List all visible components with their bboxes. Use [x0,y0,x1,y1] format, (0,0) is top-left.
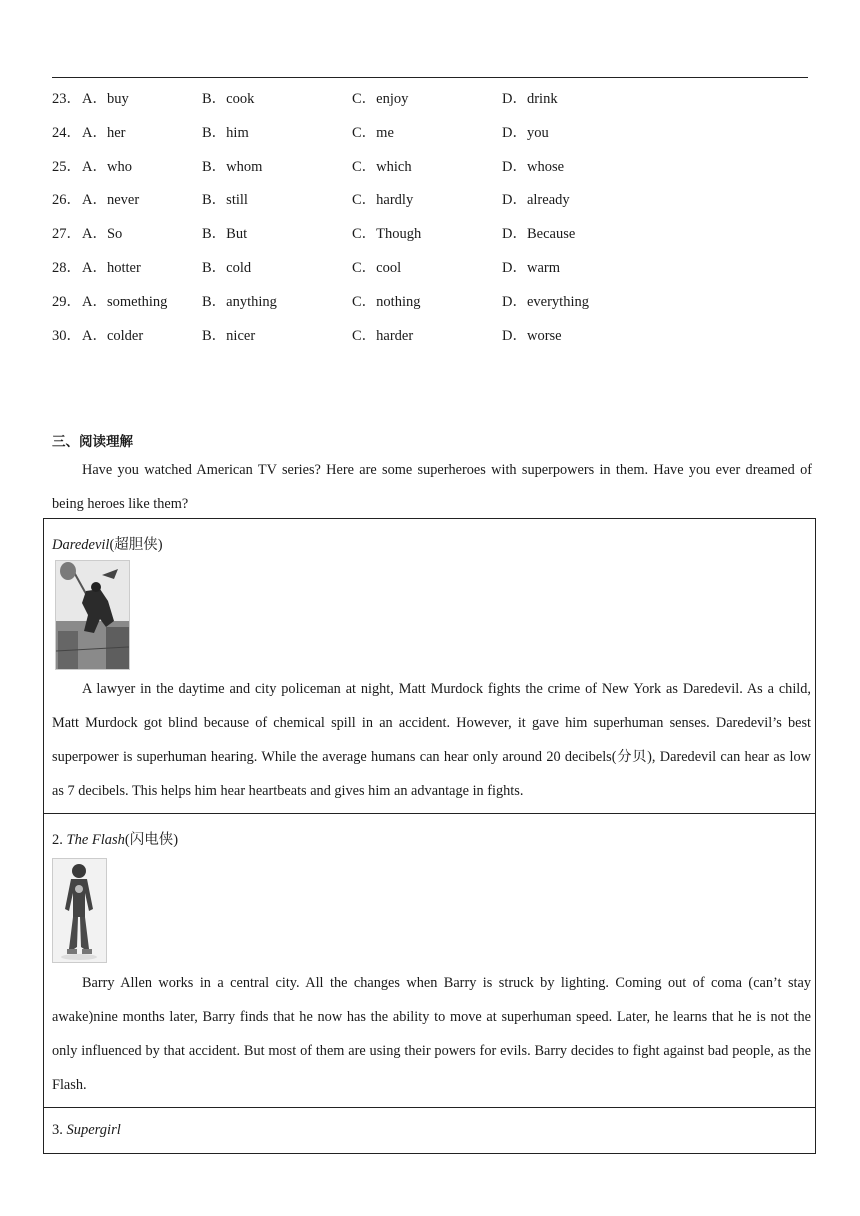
option-a: A．So [82,226,123,243]
option-a: A．colder [82,327,144,344]
option-a: A．who [82,158,132,175]
question-number: 28． [52,259,81,276]
hero-cell-flash [44,813,815,1107]
option-b: B．him [202,124,249,141]
hero-name: The Flash [66,832,125,848]
hero-cell-daredevil [44,519,815,813]
option-b: B．anything [202,293,277,310]
option-c: C．me [352,124,394,141]
option-a: A．her [82,124,126,141]
option-d: D．warm [502,259,560,276]
hero-title [52,828,178,849]
question-number: 26． [52,192,81,209]
option-c: C．cool [352,259,402,276]
option-c: C．which [352,158,412,175]
option-b: B．nicer [202,327,256,344]
option-b: B．whom [202,158,263,175]
hero-title [52,533,163,554]
hero-cell-supergirl [44,1107,815,1153]
option-c: C．harder [352,327,414,344]
option-a: A．something [82,293,168,310]
option-d: D．you [502,124,549,141]
hero-number: 3. [52,1122,67,1138]
option-c: C．nothing [352,293,421,310]
question-number: 24． [52,124,81,141]
option-d: D．already [502,192,570,209]
option-d: D．drink [502,91,558,107]
section-intro: Have you watched American TV series? Here are some superheroes with superpowers in them. Have you ever dreamed of being heroes like them? [52,462,812,512]
hero-title [52,1122,121,1139]
option-a: A．never [82,192,140,209]
option-d: D．Because [502,226,576,243]
heroes-table [43,518,816,1154]
option-a: A．hotter [82,259,141,276]
option-c: C．Though [352,226,422,243]
option-b: B．cold [202,259,252,276]
hero-description: Barry Allen works in a central city. All the changes when Barry is struck by lighting. Coming out of coma (can’t stay awake)nine months later, Barry finds that he now has the ability to move at superhuman speed. Later, he learns that he is not the only influenced by that accident. But most of them are using their powers for evils. Barry decides to fight against bad people, as the Flash. [52,975,811,1093]
question-number: 29． [52,293,81,310]
question-number: 27． [52,226,81,243]
option-d: D．whose [502,158,565,175]
option-c: C．hardly [352,192,414,209]
option-b: B．cook [202,91,255,107]
option-b: B．still [202,192,248,209]
flash-figure-icon [52,858,107,963]
option-c: C．enjoy [352,91,409,107]
hero-description: A lawyer in the daytime and city policeman at night, Matt Murdock fights the crime of New York as Daredevil. As a child, Matt Murdock got blind because of chemical spill in an accident. However, it gave him superhuman senses. Daredevil’s best superpower is superhuman hearing. While the average humans can hear only around 20 decibels(分贝), Daredevil can hear as low as 7 decibels. This helps him hear heartbeats and gives him an advantage in fights. [52,681,811,799]
option-d: D．worse [502,327,562,344]
option-a: A．buy [82,91,129,107]
option-b: B．But [202,226,248,243]
hero-chinese-name: (超胆侠) [109,537,163,553]
header-rule [52,77,808,78]
hero-name: Daredevil [52,537,110,553]
hero-number: 2. [52,832,67,848]
hero-chinese-name: (闪电侠) [124,832,179,848]
hero-name: Supergirl [66,1122,121,1138]
daredevil-figure-icon [55,560,130,670]
section-title: 三、阅读理解 [52,434,133,450]
question-number: 30． [52,327,81,344]
question-number: 25． [52,158,81,175]
option-d: D．everything [502,293,589,310]
question-number: 23． [52,91,81,107]
